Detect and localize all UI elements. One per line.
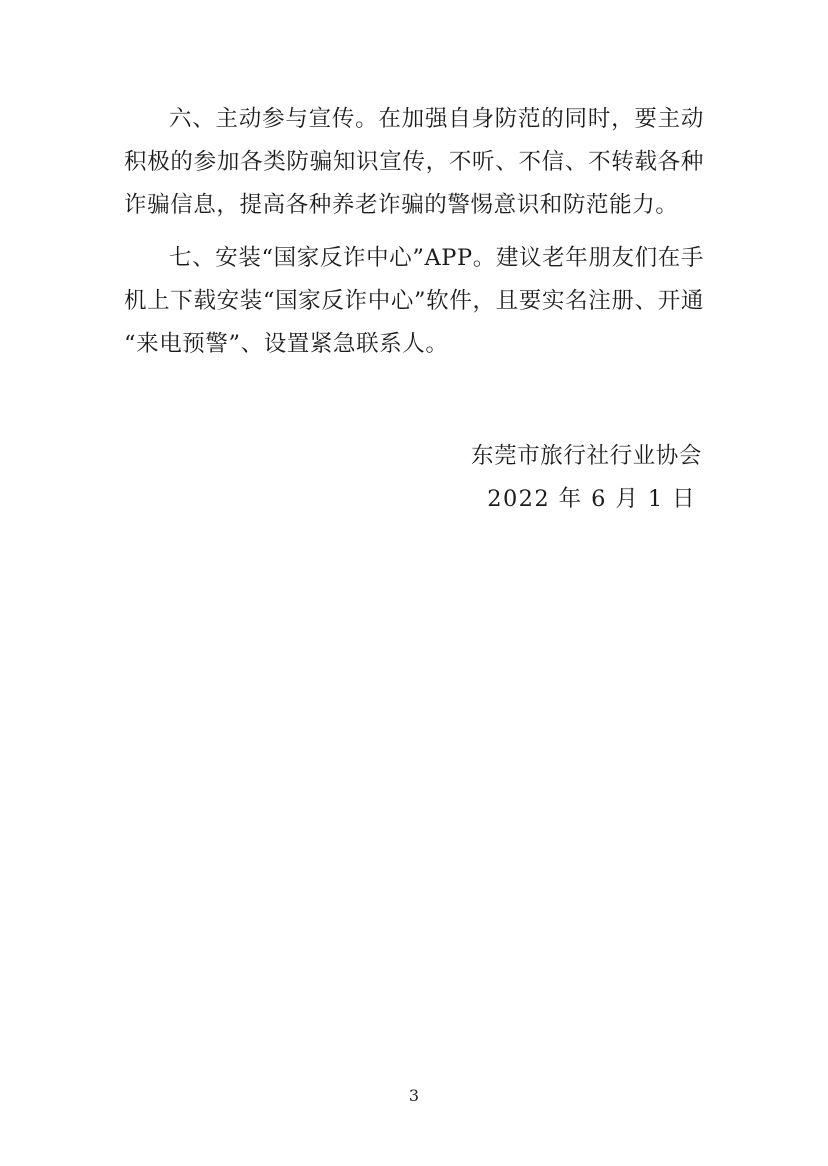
signature-date: 2022 年 6 月 1 日	[487, 486, 696, 512]
document-body	[124, 98, 704, 368]
paragraph-six: 六、主动参与宣传。在加强自身防范的同时，要主动积极的参加各类防骗知识宣传，不听、不信、不转载各种诈骗信息，提高各种养老诈骗的警惕意识和防范能力。	[124, 106, 704, 218]
signature-organization: 东莞市旅行社行业协会	[470, 443, 702, 469]
page-number: 3	[408, 1086, 420, 1105]
signature-block	[124, 435, 704, 521]
paragraph-seven: 七、安装“国家反诈中心”APP。建议老年朋友们在手机上下载安装“国家反诈中心”软件，且要实名注册、开通“来电预警”、设置紧急联系人。	[124, 245, 704, 357]
